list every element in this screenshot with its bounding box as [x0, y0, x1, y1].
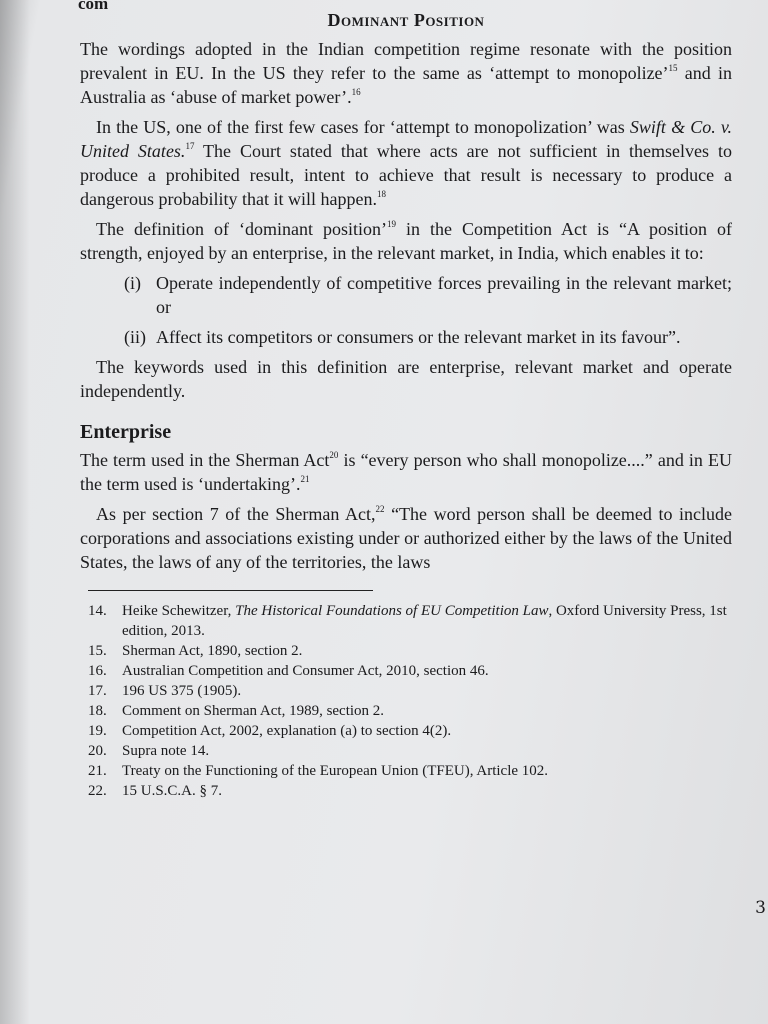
- footnote-text: Treaty on the Functioning of the European Union (TFEU), Article 102.: [122, 763, 549, 779]
- footnote-number: 21.: [88, 763, 107, 779]
- footnote-number: 18.: [88, 703, 107, 719]
- footnote: [88, 761, 732, 781]
- footnote: [88, 741, 732, 761]
- paragraph-2: In the US, one of the first few cases for ‘attempt to monopolization’ was Swift & Co. v. United States.$^{17}$ The Court stated that where acts are not sufficient in themselves to produce a prohibited result, intent to achieve that result is necessary to produce a dangerous probability that it will happen.$^{18}$: [80, 117, 732, 209]
- footnote-text: 15 U.S.C.A. § 7.: [122, 783, 223, 799]
- footnote-number: 22.: [88, 783, 107, 799]
- page-number: 3: [755, 898, 766, 918]
- footnote-ref-17[interactable]: 17: [185, 141, 195, 151]
- book-title: The Historical Foundations of EU Competition Law: [235, 603, 549, 619]
- list-item: [124, 325, 732, 349]
- heading-enterprise: Enterprise: [80, 421, 172, 443]
- footnote: [88, 661, 732, 681]
- section-title: Dominant Position: [327, 10, 485, 30]
- footnote-text: Comment on Sherman Act, 1989, section 2.: [122, 703, 385, 719]
- footnotes: [88, 601, 732, 801]
- footnote-ref-21[interactable]: 21: [300, 474, 310, 484]
- footnote-ref-22[interactable]: 22: [375, 504, 385, 514]
- footnote-text: Supra note 14.: [122, 743, 210, 759]
- list-text: Affect its competitors or consumers or the relevant market in its favour”.: [156, 327, 681, 347]
- footnote: [88, 701, 732, 721]
- paragraph-5: The term used in the Sherman Act$^{20}$ is “every person who shall monopolize....” and in EU the term used is ‘undertaking’.$^{21}$: [80, 450, 733, 494]
- footnote-divider: [88, 590, 373, 591]
- footnote: [88, 721, 732, 741]
- footnote-number: 19.: [88, 723, 107, 739]
- paragraph-1: The wordings adopted in the Indian competition regime resonate with the position prevalent in EU. In the US they refer to the same as ‘attempt to monopolize’$^{15}$ and in Australia as ‘abuse of market power’.$^{16}$: [80, 39, 732, 107]
- case-name: Swift & Co. v. United States.: [80, 117, 732, 161]
- footnote-number: 15.: [88, 643, 107, 659]
- footnote-ref-20[interactable]: 20: [329, 450, 339, 460]
- list-text: Operate independently of competitive forces prevailing in the relevant market; or: [156, 273, 732, 317]
- list-marker: (i): [124, 273, 141, 293]
- footnote-number: 14.: [88, 603, 107, 619]
- footnote-text: 196 US 375 (1905).: [122, 683, 242, 699]
- footnote-text: Competition Act, 2002, explanation (a) to section 4(2).: [122, 723, 452, 739]
- footnote-ref-18[interactable]: 18: [376, 189, 386, 199]
- cut-off-top-line: com: [78, 0, 109, 10]
- footnote-number: 20.: [88, 743, 107, 759]
- paragraph-6: As per section 7 of the Sherman Act,$^{22}$ “The word person shall be deemed to include corporations and associations existing under or authorized either by the laws of the United States, the laws of any of the territories, the laws: [80, 504, 732, 572]
- footnote-number: 17.: [88, 683, 107, 699]
- footnote: [88, 681, 732, 701]
- paragraph-4: The keywords used in this definition are enterprise, relevant market and operate independently.: [80, 357, 732, 401]
- footnote-number: 16.: [88, 663, 107, 679]
- page-content: [80, 0, 732, 801]
- binding-shadow: [0, 0, 30, 1024]
- paragraph-3: The definition of ‘dominant position’$^{19}$ in the Competition Act is “A position of strength, enjoyed by an enterprise, in the relevant market, in India, which enables it to:: [80, 219, 732, 263]
- footnote-text: Sherman Act, 1890, section 2.: [122, 643, 303, 659]
- footnote: [88, 601, 732, 641]
- footnote-ref-15[interactable]: 15: [668, 63, 678, 73]
- footnote-ref-16[interactable]: 16: [351, 87, 361, 97]
- footnote-text: Heike Schewitzer, The Historical Foundations of EU Competition Law, Oxford University Press, 1st edition, 2013.: [122, 603, 727, 639]
- definition-list: [124, 271, 732, 349]
- footnote-ref-19[interactable]: 19: [386, 219, 396, 229]
- footnote: [88, 641, 732, 661]
- list-marker: (ii): [124, 327, 146, 347]
- footnote: [88, 781, 732, 801]
- footnote-text: Australian Competition and Consumer Act, 2010, section 46.: [122, 663, 489, 679]
- list-item: [124, 271, 732, 319]
